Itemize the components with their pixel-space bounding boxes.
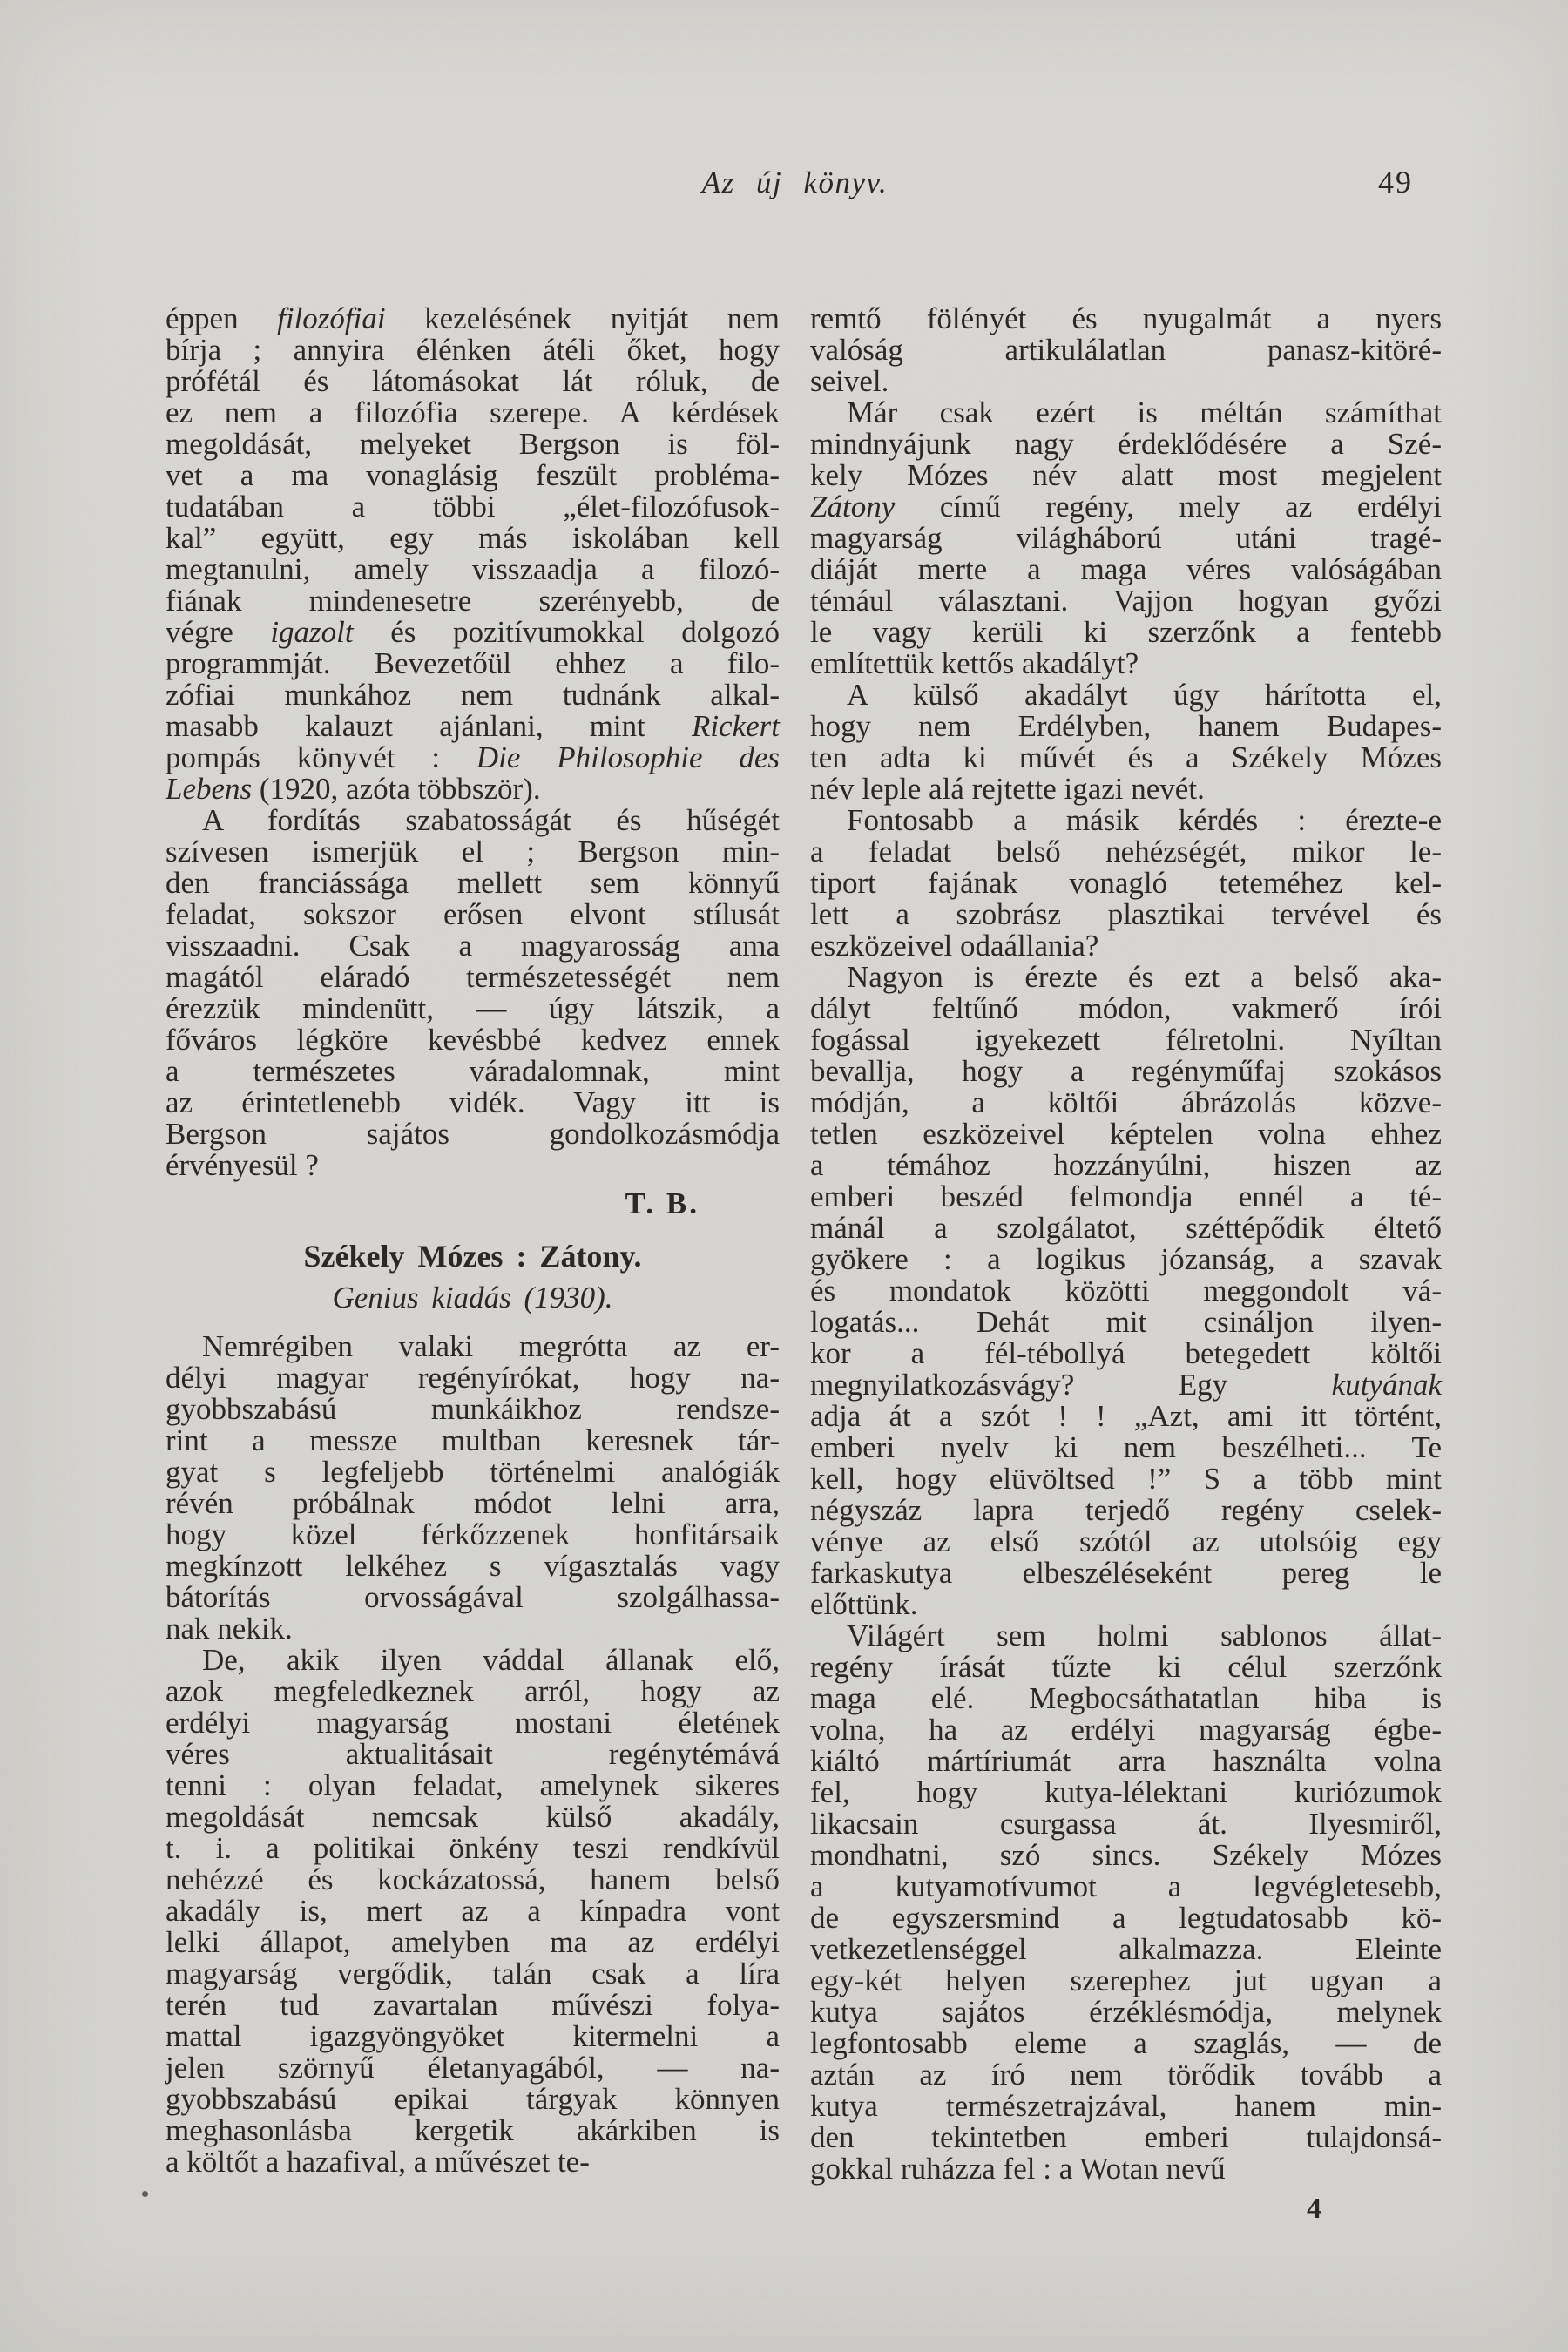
page-number: 49 xyxy=(1378,165,1413,199)
text-line: megoldását, melyeket Bergson is föl- xyxy=(166,427,780,461)
text-line: Bergson sajátos gondolkozásmódja xyxy=(166,1117,780,1151)
text-line: négyszáz lapra terjedő regény cselek- xyxy=(810,1493,1442,1527)
paragraph xyxy=(166,1331,780,1645)
text-line: végre igazolt és pozitívumokkal dolgozó xyxy=(166,615,780,649)
text-line: Lebens (1920, azóta többször). xyxy=(166,772,541,806)
column-left xyxy=(166,303,780,2225)
text-line: a természetes váradalomnak, mint xyxy=(166,1054,780,1088)
text-line: Nagyon is érezte és ezt a belső aka- xyxy=(847,960,1442,994)
text-line: pompás könyvét : Die Philosophie des xyxy=(166,740,780,774)
text-line: den franciássága mellett sem könnyű xyxy=(166,866,780,900)
text-line: fiának mindenesetre szerényebb, de xyxy=(166,584,780,618)
text-line: dályt feltűnő módon, vakmerő írói xyxy=(810,991,1442,1025)
text-line: tudatában a többi „élet-filozófusok- xyxy=(166,490,780,524)
text-line: den tekintetben emberi tulajdonsá- xyxy=(810,2120,1442,2154)
text-line: a feladat belső nehézségét, mikor le- xyxy=(810,835,1442,868)
text-line: az érintetlenebb vidék. Vagy itt is xyxy=(166,1085,780,1119)
text-line: Fontosabb a másik kérdés : érezte-e xyxy=(847,803,1442,837)
paragraph xyxy=(810,679,1442,805)
text-line: farkaskutya elbeszéléseként pereg le xyxy=(810,1556,1442,1590)
text-line: A külső akadályt úgy hárította el, xyxy=(847,678,1442,712)
text-line: kor a fél-tébollyá betegedett költői xyxy=(810,1336,1442,1370)
text-line: megnyilatkozásvágy? Egy kutyának xyxy=(810,1368,1442,1402)
text-line: a költőt a hazafival, a művészet te- xyxy=(166,2145,590,2179)
text-line: azok megfeledkeznek arról, hogy az xyxy=(166,1674,780,1708)
text-line: volna, ha az erdélyi magyarság égbe- xyxy=(810,1713,1442,1747)
text-line: kely Mózes név alatt most megjelent xyxy=(810,458,1442,492)
text-line: mindnyájunk nagy érdeklődésére a Szé- xyxy=(810,427,1442,461)
text-line: seivel. xyxy=(810,364,889,398)
paragraph xyxy=(166,1645,780,2178)
text-line: regény írását tűzte ki célul szerzőnk xyxy=(810,1650,1442,1684)
text-line: logatás... Dehát mit csináljon ilyen- xyxy=(810,1305,1442,1339)
printers-mark: 4 xyxy=(1307,2193,1321,2225)
text-line: kutya sajátos érzéklésmódja, melynek xyxy=(810,1995,1442,2029)
subheading: Genius kiadás (1930). xyxy=(332,1281,613,1315)
text-line: név leple alá rejtette igazi nevét. xyxy=(810,772,1205,806)
text-line: Világért sem holmi sablonos állat- xyxy=(847,1619,1442,1652)
text-line: említettük kettős akadályt? xyxy=(810,646,1139,680)
text-line: diáját merte a maga véres valóságában xyxy=(810,552,1442,586)
text-line: remtő fölényét és nyugalmát a nyers xyxy=(810,301,1442,335)
text-line: előttünk. xyxy=(810,1587,918,1621)
text-line: feladat, sokszor erősen elvont stílusát xyxy=(166,897,780,931)
text-line: zófiai munkához nem tudnánk alkal- xyxy=(166,678,780,712)
paragraph xyxy=(810,303,1442,397)
text-line: magyarság világháború utáni tragé- xyxy=(810,521,1442,555)
text-line: t. i. a politikai önkény teszi rendkívül xyxy=(166,1831,780,1865)
text-line: ten adta ki művét és a Székely Mózes xyxy=(810,740,1442,774)
text-line: A fordítás szabatosságát és hűségét xyxy=(202,803,780,837)
text-line: révén próbálnak módot lelni arra, xyxy=(166,1486,780,1520)
text-line: de egyszersmind a legtudatosabb kö- xyxy=(810,1901,1442,1935)
text-line: lett a szobrász plasztikai tervével és xyxy=(810,897,1442,931)
paragraph xyxy=(810,805,1442,962)
text-line: magától eláradó természetességét nem xyxy=(166,960,780,994)
text-line: mattal igazgyöngyöket kitermelni a xyxy=(166,2019,780,2053)
text-line: érvényesül ? xyxy=(166,1148,319,1182)
text-line: Nemrégiben valaki megrótta az er- xyxy=(202,1329,780,1363)
text-line: rint a messze multban keresnek tár- xyxy=(166,1423,780,1457)
text-line: akadály is, mert az a kínpadra vont xyxy=(166,1894,780,1928)
text-line: kiáltó mártíriumát arra használta volna xyxy=(810,1744,1442,1778)
text-line: fogással igyekezett félretolni. Nyíltan xyxy=(810,1023,1442,1057)
text-line: tiport fajának vonagló teteméhez kel- xyxy=(810,866,1442,900)
text-line: tetlen eszközeivel képtelen volna ehhez xyxy=(810,1117,1442,1151)
text-line: gyat s legfeljebb történelmi analógiák xyxy=(166,1455,780,1489)
text-line: kell, hogy elüvöltsed !” S a több mint xyxy=(810,1462,1442,1496)
heading: Székely Mózes : Zátony. xyxy=(303,1239,642,1274)
text-line: a témához hozzányúlni, hiszen az xyxy=(810,1148,1442,1182)
text-line: tenni : olyan feladat, amelynek sikeres xyxy=(166,1768,780,1802)
text-line: aztán az író nem törődik tovább a xyxy=(810,2058,1442,2092)
text-line: De, akik ilyen váddal állanak elő, xyxy=(202,1643,780,1677)
text-line: erdélyi magyarság mostani életének xyxy=(166,1706,780,1740)
text-line: meghasonlásba kergetik akárkiben is xyxy=(166,2113,780,2147)
text-line: emberi nyelv ki nem beszélheti... Te xyxy=(810,1430,1442,1464)
paragraph xyxy=(166,805,780,1181)
text-line: főváros légköre kevésbbé kedvez ennek xyxy=(166,1023,780,1057)
text-line: délyi magyar regényírókat, hogy na- xyxy=(166,1361,780,1395)
text-line: és mondatok közötti meggondolt vá- xyxy=(810,1274,1442,1308)
text-line: vet a ma vonaglásig feszült probléma- xyxy=(166,458,780,492)
text-line: emberi beszéd felmondja ennél a té- xyxy=(810,1179,1442,1213)
paragraph xyxy=(810,1620,1442,2185)
text-line: a kutyamotívumot a legvégletesebb, xyxy=(810,1869,1442,1903)
text-line: visszaadni. Csak a magyarosság ama xyxy=(166,929,780,963)
text-line: nak nekik. xyxy=(166,1612,293,1646)
text-line: legfontosabb eleme a szaglás, — de xyxy=(810,2026,1442,2060)
text-line: érezzük mindenütt, — úgy látszik, a xyxy=(166,991,780,1025)
running-title: Az új könyv. xyxy=(701,166,889,199)
text-line: le vagy kerüli ki szerzőnk a fentebb xyxy=(810,615,1442,649)
text-line: szívesen ismerjük el ; Bergson min- xyxy=(166,835,780,868)
text-line: mánál a szolgálatot, széttépődik éltető xyxy=(810,1211,1442,1245)
text-line: gyökere : a logikus józanság, a szavak xyxy=(810,1242,1442,1276)
text-line: témául választani. Vajjon hogyan győzi xyxy=(810,584,1442,618)
text-line: magyarság vergődik, talán csak a líra xyxy=(166,1957,780,1990)
text-line: megoldását nemcsak külső akadály, xyxy=(166,1800,780,1834)
paragraph xyxy=(810,962,1442,1620)
text-line: maga elé. Megbocsáthatatlan hiba is xyxy=(810,1681,1442,1715)
paragraph xyxy=(166,303,780,805)
text-line: vetkezetlenséggel alkalmazza. Eleinte xyxy=(810,1932,1442,1966)
text-line: valóság artikulálatlan panasz-kitöré- xyxy=(810,333,1442,367)
text-line: jelen szörnyű életanyagából, — na- xyxy=(166,2051,780,2085)
text-line: kal” együtt, egy más iskolában kell xyxy=(166,521,780,555)
paragraph xyxy=(810,397,1442,679)
column-right xyxy=(810,303,1442,2225)
text-line: gokkal ruházza fel : a Wotan nevű xyxy=(810,2152,1226,2186)
text-columns xyxy=(166,303,1442,2225)
signature: T. B. xyxy=(625,1186,700,1220)
text-line: hogy közel férkőzzenek honfitársaik xyxy=(166,1517,780,1551)
text-line: egy-két helyen szerephez jut ugyan a xyxy=(810,1963,1442,1997)
text-line: módján, a költői ábrázolás közve- xyxy=(810,1085,1442,1119)
text-line: programmját. Bevezetőül ehhez a filo- xyxy=(166,646,780,680)
text-line: kutya természetrajzával, hanem min- xyxy=(810,2089,1442,2123)
text-line: likacsain csurgassa át. Ilyesmiről, xyxy=(810,1807,1442,1841)
text-line: masabb kalauzt ajánlani, mint Rickert xyxy=(166,709,780,743)
text-line: megtanulni, amely visszaadja a filozó- xyxy=(166,552,780,586)
text-line: hogy nem Erdélyben, hanem Budapes- xyxy=(810,709,1442,743)
text-line: véres aktualitásait regénytémává xyxy=(166,1737,780,1771)
text-line: gyobbszabású epikai tárgyak könnyen xyxy=(166,2082,780,2116)
text-line: ez nem a filozófia szerepe. A kérdések xyxy=(166,395,780,429)
text-line: adja át a szót ! ! „Azt, ami itt történt, xyxy=(810,1399,1442,1433)
text-line: gyobbszabású munkáikhoz rendsze- xyxy=(166,1392,780,1426)
text-line: lelki állapot, amelyben ma az erdélyi xyxy=(166,1925,780,1959)
text-line: Már csak ezért is méltán számíthat xyxy=(847,395,1442,429)
text-line: fel, hogy kutya-lélektani kuriózumok xyxy=(810,1775,1442,1809)
text-line: bírja ; annyira élénken átéli őket, hogy xyxy=(166,333,780,367)
text-line: Zátony című regény, mely az erdélyi xyxy=(810,490,1442,524)
text-line: bevallja, hogy a regényműfaj szokásos xyxy=(810,1054,1442,1088)
text-line: prófétál és látomásokat lát róluk, de xyxy=(166,364,780,398)
text-line: nehézzé és kockázatossá, hanem belső xyxy=(166,1862,780,1896)
text-line: bátorítás orvosságával szolgálhassa- xyxy=(166,1580,780,1614)
text-line: terén tud zavartalan művészi folya- xyxy=(166,1988,780,2022)
text-line: éppen filozófiai kezelésének nyitját nem xyxy=(166,301,780,335)
text-line: megkínzott lelkéhez s vígasztalás vagy xyxy=(166,1549,780,1583)
text-line: eszközeivel odaállania? xyxy=(810,929,1099,963)
scan-speck xyxy=(142,2191,148,2197)
text-line: mondhatni, szó sincs. Székely Mózes xyxy=(810,1838,1442,1872)
text-line: vénye az első szótól az utolsóig egy xyxy=(810,1524,1442,1558)
